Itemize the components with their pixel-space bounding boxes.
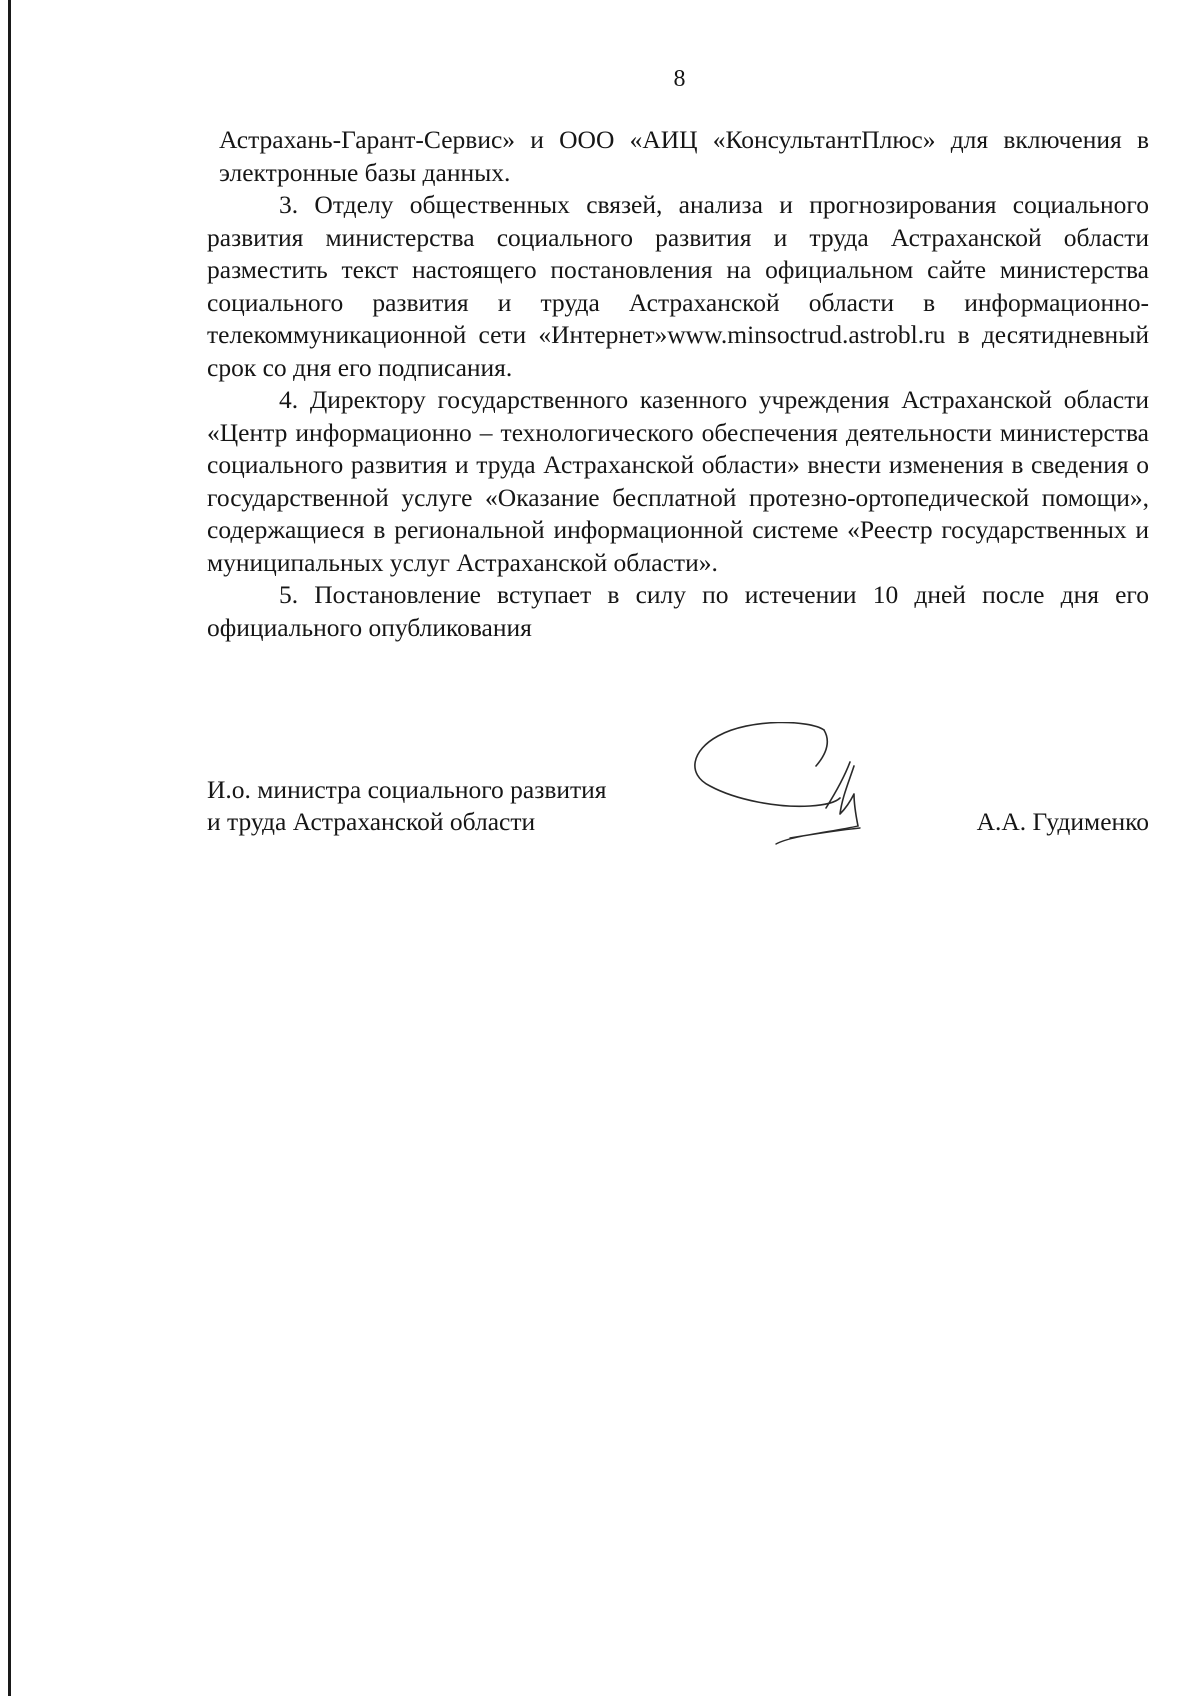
scan-border-line xyxy=(8,0,11,1696)
signatory-name: А.А. Гудименко xyxy=(976,807,1149,836)
document-body xyxy=(207,124,1149,644)
paragraph-continuation: Астрахань-Гарант-Сервис» и ООО «АИЦ «КонсультантПлюс» для включения в электронные базы данных. xyxy=(219,125,1149,187)
paragraph-item-5: 5. Постановление вступает в силу по истечении 10 дней после дня его официального опубликования xyxy=(207,580,1149,642)
paragraph-item-4: 4. Директору государственного казенного учреждения Астраханской области «Центр информационно – технологического обеспечения деятельности министерства социального развития и труда Астраханской области» внести изменения в сведения о государственной услуге «Оказание бесплатной протезно-ортопедической помощи», содержащиеся в региональной информационной системе «Реестр государственных и муниципальных услуг Астраханской области». xyxy=(207,385,1149,577)
signatory-position xyxy=(207,774,607,838)
handwritten-signature xyxy=(690,722,870,847)
signatory-position-line-2: и труда Астраханской области xyxy=(207,807,536,836)
paragraph-item-3: 3. Отделу общественных связей, анализа и прогнозирования социального развития министерства социального развития и труда Астраханской области разместить текст настоящего постановления на официальном сайте министерства социального развития и труда Астраханской области в информационно-телекоммуникационной сети «Интернет»www.minsoctrud.astrobl.ru в десятидневный срок со дня его подписания. xyxy=(207,190,1149,382)
page-number: 8 xyxy=(673,66,686,92)
signatory-position-line-1: И.о. министра социального развития xyxy=(207,775,607,804)
